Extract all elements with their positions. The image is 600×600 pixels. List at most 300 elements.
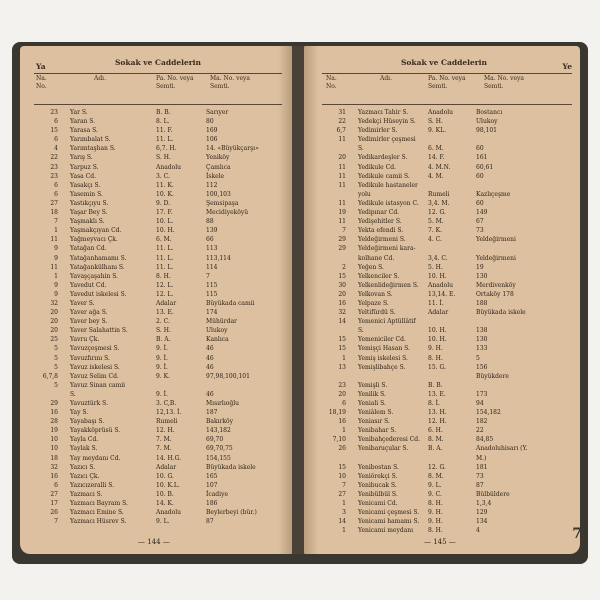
- list-item: [20, 344, 292, 353]
- map-number: 182: [476, 418, 488, 426]
- list-item: [304, 199, 580, 208]
- list-item: [20, 254, 292, 263]
- street-name: Yavuzçeşmesi S.: [70, 345, 120, 353]
- map-number: İcadiye: [206, 490, 229, 498]
- row-number: 23: [338, 381, 346, 389]
- row-number: 1: [342, 500, 346, 508]
- row-number: 1: [54, 272, 58, 280]
- list-item: [20, 163, 292, 172]
- header-rule: [322, 73, 572, 74]
- map-number: 84,85: [476, 436, 494, 444]
- list-item: [20, 244, 292, 253]
- list-item: [304, 444, 580, 453]
- street-name: Yastıkçıyu S.: [70, 199, 109, 207]
- pafta-number: Rumeli: [428, 190, 450, 198]
- list-item: [20, 317, 292, 326]
- running-header: [304, 58, 580, 72]
- left-page: [20, 46, 292, 554]
- pafta-number: 3,4. C.: [428, 254, 448, 262]
- list-item: [20, 435, 292, 444]
- pafta-number: 3. C.: [156, 172, 170, 180]
- map-number: 114: [206, 263, 218, 271]
- street-name: Yenicami meydanı: [358, 527, 414, 535]
- list-item: [304, 426, 580, 435]
- list-item: [20, 281, 292, 290]
- pafta-number: 2. C.: [156, 318, 170, 326]
- list-item: [20, 172, 292, 181]
- list-item: [20, 144, 292, 153]
- street-name: yolu: [358, 190, 371, 198]
- list-item: [304, 272, 580, 281]
- pafta-number: 13. E.: [428, 390, 446, 398]
- map-number: Sarıyer: [206, 109, 229, 116]
- row-number: 3: [342, 509, 346, 517]
- street-name: Yarasa S.: [70, 127, 98, 135]
- pafta-number: Anadolu: [156, 163, 182, 171]
- map-number: Kazlıçeşme: [476, 190, 511, 198]
- pafta-number: 10. K.: [156, 190, 174, 198]
- map-number: Büyükada iskele: [476, 309, 526, 317]
- list-item: [304, 435, 580, 444]
- pafta-number: 10. H.: [428, 336, 447, 344]
- map-number: 5: [476, 354, 480, 362]
- pafta-number: B. B.: [428, 381, 443, 389]
- list-item: [20, 463, 292, 472]
- street-name: Yaver Salahattin S.: [70, 327, 128, 335]
- row-number: 20: [338, 154, 346, 162]
- street-name: Yavedut Cd.: [70, 281, 107, 289]
- row-number: 1: [342, 427, 346, 435]
- map-number: 143,182: [206, 427, 231, 435]
- list-item: [20, 517, 292, 526]
- row-number: 22: [50, 154, 58, 162]
- list-item: [20, 390, 292, 399]
- street-name: Yaşar Bey S.: [70, 209, 108, 217]
- map-number: Bostancı: [476, 109, 503, 116]
- map-number: 133: [476, 345, 488, 353]
- street-name: Yazmacı Hüsrev S.: [70, 518, 127, 526]
- map-number: Yeldeğirmeni: [476, 236, 516, 244]
- pafta-number: 9. H.: [428, 518, 443, 526]
- row-number: 18,19: [328, 409, 346, 417]
- row-number: 20: [50, 309, 58, 317]
- pafta-number: 11. L.: [156, 263, 174, 271]
- list-item: [304, 172, 580, 181]
- list-item: [20, 263, 292, 272]
- pafta-number: 12. H.: [156, 427, 175, 435]
- map-number: 88: [206, 218, 214, 226]
- street-name: Yaran S.: [70, 118, 96, 126]
- row-number: 15: [338, 345, 346, 353]
- street-name: Yay meydanı Cd.: [70, 454, 121, 462]
- pafta-number: 4. M.N.: [428, 163, 451, 171]
- row-number: 25: [50, 336, 58, 344]
- row-number: 1: [342, 354, 346, 362]
- list-item: [20, 363, 292, 372]
- street-name: Yeniâlem S.: [358, 409, 394, 417]
- list-item: [20, 426, 292, 435]
- header-rule: [34, 104, 282, 105]
- list-item: [20, 481, 292, 490]
- row-number: 28: [50, 418, 58, 426]
- street-name: Yedikule hastaneler: [358, 181, 418, 189]
- list-item: [20, 354, 292, 363]
- pafta-number: 12. L.: [156, 290, 174, 298]
- row-number: 11: [50, 263, 58, 271]
- row-number: 9: [54, 245, 58, 253]
- row-number: 16: [50, 472, 58, 480]
- map-number: Yeniköy: [206, 154, 230, 162]
- street-name: Yay S.: [70, 409, 89, 417]
- row-number: 15: [338, 272, 346, 280]
- pafta-number: 9. C.: [428, 490, 442, 498]
- row-number: 20: [50, 327, 58, 335]
- row-number: 11: [338, 163, 346, 171]
- list-item: [20, 444, 292, 453]
- street-name: Yenibahçederesi Cd.: [358, 436, 421, 444]
- row-number: 16: [50, 409, 58, 417]
- street-list: [304, 108, 580, 535]
- street-name: Yemeniciler Cd.: [358, 336, 406, 344]
- list-item: [304, 126, 580, 135]
- street-name: Yenibahar S.: [358, 427, 397, 435]
- row-number: 20: [338, 290, 346, 298]
- street-name: Yatağan Cd.: [70, 245, 107, 253]
- map-number: 174: [206, 309, 218, 317]
- street-name: Yavru Çk.: [70, 336, 100, 344]
- book-gutter: [292, 46, 304, 554]
- street-name: Yayabaşı S.: [70, 418, 105, 426]
- street-name: Yedikardeşler S.: [358, 154, 408, 162]
- map-number: 46: [206, 390, 214, 398]
- row-number: 10: [50, 445, 58, 453]
- list-item: [304, 208, 580, 217]
- row-number: 7,10: [332, 436, 346, 444]
- list-item: [20, 217, 292, 226]
- row-number: 26: [338, 445, 346, 453]
- map-number: 46: [206, 345, 214, 353]
- list-item: [304, 135, 580, 144]
- map-number: Ortaköy 178: [476, 290, 514, 298]
- map-number: 87: [476, 481, 484, 489]
- row-number: 6: [342, 400, 346, 407]
- list-item: [20, 299, 292, 308]
- list-item: [20, 472, 292, 481]
- row-number: 6: [54, 190, 58, 198]
- pafta-number: 6,7. H.: [156, 145, 177, 153]
- pafta-number: 10. H.: [428, 327, 447, 335]
- row-number: 13: [338, 363, 346, 371]
- pafta-number: B. B.: [156, 109, 171, 116]
- list-item: [304, 463, 580, 472]
- pafta-number: 8. M.: [428, 472, 444, 480]
- list-item: [304, 153, 580, 162]
- list-item: [20, 190, 292, 199]
- pafta-number: Anadolu: [428, 109, 454, 116]
- pafta-number: 7. M.: [156, 436, 172, 444]
- pafta-number: 10. H.: [156, 227, 175, 235]
- street-name: Yeniasır S.: [358, 418, 390, 426]
- map-number: M.): [476, 454, 487, 462]
- street-name: Yavaşçaşahin S.: [70, 272, 119, 280]
- street-name: Yeldeğirmeni S.: [358, 236, 406, 244]
- street-name: Yar S.: [70, 109, 88, 116]
- row-number: 23: [50, 163, 58, 171]
- map-number: 115: [206, 281, 218, 289]
- street-name: Yazmacı Tahir S.: [358, 109, 409, 116]
- map-number: 60: [476, 199, 484, 207]
- list-item: [304, 244, 580, 253]
- pafta-number: 10. K.L.: [156, 481, 180, 489]
- map-number: Mısırlıoğlu: [206, 400, 240, 407]
- pafta-number: 8. M.: [428, 436, 444, 444]
- row-number: 23: [50, 172, 58, 180]
- map-number: 134: [476, 518, 488, 526]
- street-name: Yarımtaşhan S.: [70, 145, 116, 153]
- row-number: 31: [338, 109, 346, 116]
- running-header: [20, 58, 292, 72]
- map-number: Büyükada iskele: [206, 463, 256, 471]
- street-name: Yelpaze S.: [358, 299, 389, 307]
- header-no: Na. No.: [326, 75, 337, 90]
- list-item: [304, 326, 580, 335]
- list-item: [20, 208, 292, 217]
- map-number: 115: [206, 290, 218, 298]
- pafta-number: 7. M.: [156, 445, 172, 453]
- header-name: Adı.: [94, 75, 106, 82]
- row-number: 29: [338, 245, 346, 253]
- list-item: [20, 117, 292, 126]
- pafta-number: 9. H.: [428, 509, 443, 517]
- map-number: 46: [206, 363, 214, 371]
- pafta-number: 13,14. E.: [428, 290, 456, 298]
- street-name: Yavuzfırını S.: [70, 354, 110, 362]
- row-number: 11: [338, 172, 346, 180]
- pafta-number: 10. L.: [156, 218, 174, 226]
- pafta-number: Rumeli: [156, 418, 178, 426]
- row-number: 11: [338, 181, 346, 189]
- map-number: Mühürdar: [206, 318, 237, 326]
- list-item: [20, 199, 292, 208]
- list-item: [304, 408, 580, 417]
- map-number: 87: [206, 518, 214, 526]
- map-number: 154,155: [206, 454, 231, 462]
- pafta-number: 9. İ.: [156, 363, 168, 371]
- row-number: 9: [54, 254, 58, 262]
- list-item: [20, 508, 292, 517]
- street-name: Yemişli S.: [358, 381, 388, 389]
- row-number: 11: [338, 218, 346, 226]
- map-number: Büyükdere: [476, 372, 509, 380]
- map-number: 154,182: [476, 409, 501, 417]
- row-number: 20: [338, 390, 346, 398]
- street-name: Yenibaruçular S.: [358, 445, 409, 453]
- pafta-number: 9. L.: [156, 518, 170, 526]
- pafta-number: 6. H.: [428, 427, 443, 435]
- street-name: Yaşmakçıyan Cd.: [70, 227, 122, 235]
- list-item: [304, 308, 580, 317]
- list-item: [20, 226, 292, 235]
- header-name: Adı.: [380, 75, 392, 82]
- page-number: — 144 —: [138, 538, 170, 546]
- row-number: 23: [50, 109, 58, 116]
- pafta-number: 14. H.G.: [156, 454, 182, 462]
- row-number: 26: [50, 509, 58, 517]
- map-number: 100,103: [206, 190, 231, 198]
- pafta-number: 13. H.: [428, 409, 447, 417]
- street-name: Yasemin S.: [70, 190, 103, 198]
- list-item: [304, 290, 580, 299]
- street-name: Yayakköprüsü S.: [70, 427, 121, 435]
- row-number: 32: [50, 299, 58, 307]
- pafta-number: Adalar: [156, 299, 177, 307]
- map-number: Büyükada camii: [206, 299, 255, 307]
- row-number: 18: [50, 209, 58, 217]
- street-name: Yenilik S.: [358, 390, 386, 398]
- list-item: [20, 108, 292, 117]
- street-name: Yenibucak S.: [358, 481, 397, 489]
- row-number: 6: [54, 481, 58, 489]
- list-item: [20, 272, 292, 281]
- street-name: Yarpuz S.: [70, 163, 99, 171]
- list-item: [304, 481, 580, 490]
- list-item: [304, 217, 580, 226]
- map-number: Mecidiyeköyü: [206, 209, 249, 217]
- map-number: 138: [476, 327, 488, 335]
- street-name: Yedikule istasyon C.: [358, 199, 419, 207]
- pafta-number: 4. C.: [428, 236, 442, 244]
- pafta-number: 10. B.: [156, 490, 174, 498]
- row-number: 7: [342, 481, 346, 489]
- pafta-number: 8. H.: [428, 500, 443, 508]
- list-item: [304, 144, 580, 153]
- row-number: 11: [338, 199, 346, 207]
- street-name: Yazmacı Bayram S.: [70, 500, 128, 508]
- pafta-number: 3. C,B.: [156, 400, 177, 407]
- map-number: 188: [476, 299, 488, 307]
- pafta-number: 12. G.: [428, 209, 446, 217]
- street-name: Yavuz iskelesi S.: [70, 363, 120, 371]
- street-name: Yazıcızeralli S.: [70, 481, 115, 489]
- row-number: 6,7: [336, 127, 346, 135]
- row-number: 18: [50, 454, 58, 462]
- street-name: Yedimirler S.: [358, 127, 398, 135]
- list-item: [304, 281, 580, 290]
- map-number: Ulukoy: [476, 118, 498, 126]
- pafta-number: B. A.: [156, 336, 171, 344]
- row-number: 7: [54, 218, 58, 226]
- pafta-number: 8. L.: [156, 118, 170, 126]
- street-name: S.: [358, 145, 364, 153]
- street-name: Yenicami Cd.: [358, 500, 398, 508]
- list-item: [304, 335, 580, 344]
- map-number: Şemsipaşa: [206, 199, 239, 207]
- list-item: [20, 335, 292, 344]
- map-number: 181: [476, 463, 488, 471]
- row-number: 11: [50, 236, 58, 244]
- list-item: [304, 390, 580, 399]
- pafta-number: Anadolu: [428, 281, 454, 289]
- map-number: 14. «Büyükçarşı»: [206, 145, 259, 153]
- row-number: 27: [338, 490, 346, 498]
- map-number: 60,61: [476, 163, 494, 171]
- corner-mark: 7: [572, 526, 582, 542]
- map-number: Kanlıca: [206, 336, 229, 344]
- map-number: 46: [206, 354, 214, 362]
- map-number: Beylerbeyi (bür.): [206, 509, 257, 517]
- street-name: Yenicami hamamı S.: [358, 518, 420, 526]
- pafta-number: 8. H.: [428, 354, 443, 362]
- list-item: [304, 399, 580, 408]
- pafta-number: 10. G.: [156, 472, 174, 480]
- street-name: Yelkenciler S.: [358, 272, 400, 280]
- row-number: 7: [54, 518, 58, 526]
- pafta-number: S. H.: [156, 154, 171, 162]
- street-name: Yatağankülhanı S.: [70, 263, 125, 271]
- row-number: 15: [338, 336, 346, 344]
- list-item: [20, 399, 292, 408]
- map-number: 67: [476, 218, 484, 226]
- row-number: 6: [54, 181, 58, 189]
- map-number: 187: [206, 409, 218, 417]
- map-number: 69,70,75: [206, 445, 233, 453]
- pafta-number: 9. H.: [428, 345, 443, 353]
- map-number: 66: [206, 236, 214, 244]
- list-item: [20, 290, 292, 299]
- list-item: [304, 190, 580, 199]
- pafta-number: 12. L.: [156, 281, 174, 289]
- row-number: 9: [54, 281, 58, 289]
- map-number: 156: [476, 363, 488, 371]
- row-number: 19: [50, 427, 58, 435]
- pafta-number: 8. H.: [156, 272, 171, 280]
- pafta-number: 9. K.: [156, 372, 171, 380]
- pafta-number: 15. G.: [428, 363, 446, 371]
- row-number: 10: [338, 472, 346, 480]
- pafta-number: 9. KL.: [428, 127, 447, 135]
- row-number: 1: [342, 527, 346, 535]
- street-name: Yeniali S.: [358, 400, 386, 407]
- map-number: Ulukoy: [206, 327, 228, 335]
- street-name: Yeniörekçi S.: [358, 472, 398, 480]
- list-item: [304, 181, 580, 190]
- pafta-number: 9. İ.: [156, 345, 168, 353]
- map-number: 113: [206, 245, 218, 253]
- pafta-number: 12. G.: [428, 463, 446, 471]
- row-number: 5: [54, 354, 58, 362]
- list-item: [304, 381, 580, 390]
- section-letter: Ya: [36, 62, 46, 71]
- row-number: 2: [342, 263, 346, 271]
- map-number: 186: [206, 500, 218, 508]
- map-number: Merdivenköy: [476, 281, 516, 289]
- pafta-number: 11. L.: [156, 254, 174, 262]
- list-item: [304, 235, 580, 244]
- street-name: Yenibülbül S.: [358, 490, 398, 498]
- street-name: Yazıcı S.: [70, 463, 96, 471]
- street-name: Yaylak S.: [70, 445, 98, 453]
- street-name: Yarımbalat S.: [70, 136, 111, 144]
- list-item: [20, 326, 292, 335]
- list-item: [304, 254, 580, 263]
- pafta-number: 11. İ.: [428, 299, 444, 307]
- pafta-number: 5. H.: [428, 263, 443, 271]
- list-item: [304, 372, 580, 381]
- list-item: [304, 117, 580, 126]
- map-number: 139: [206, 227, 218, 235]
- row-number: 5: [54, 381, 58, 389]
- row-number: 6,7,8: [42, 372, 58, 380]
